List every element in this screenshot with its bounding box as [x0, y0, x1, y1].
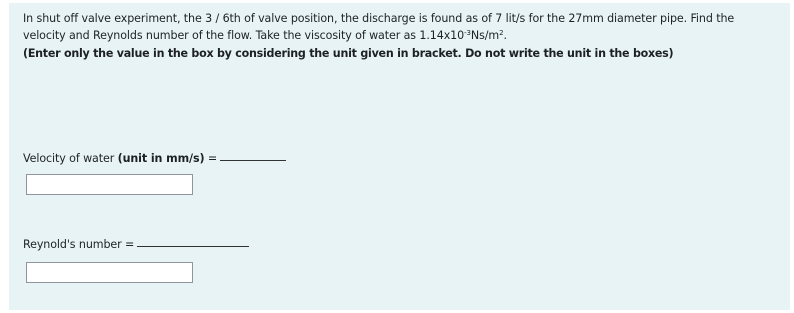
velocity-label-unit: (unit in mm/s) [117, 152, 205, 165]
reynolds-label [23, 238, 249, 251]
reynolds-blank-line [137, 245, 249, 247]
viscosity-exponent: -3 [464, 28, 471, 37]
question-statement [23, 11, 778, 44]
question-instruction: (Enter only the value in the box by considering the unit given in bracket. Do not write the unit in the boxes) [23, 47, 674, 60]
velocity-label [23, 152, 286, 165]
reynolds-label-prefix: Reynold's number = [23, 238, 135, 251]
velocity-blank-line [220, 159, 286, 161]
velocity-label-suffix: = [204, 152, 218, 165]
reynolds-input[interactable] [26, 262, 193, 283]
question-text-part2: Ns/m [470, 28, 500, 42]
question-text-end: . [503, 28, 507, 42]
unit-exponent: 2 [499, 28, 504, 37]
velocity-label-prefix: Velocity of water [23, 152, 118, 165]
question-text [23, 11, 778, 63]
velocity-input[interactable] [26, 174, 193, 195]
question-panel [9, 3, 790, 310]
question-text-part1: In shut off valve experiment, the 3 / 6th of valve position, the discharge is found as of 7 lit/s for the 27mm diameter pipe. Find the velocity and Reynolds number of the flow. Take the viscosity of water as 1.14x10 [23, 12, 735, 42]
